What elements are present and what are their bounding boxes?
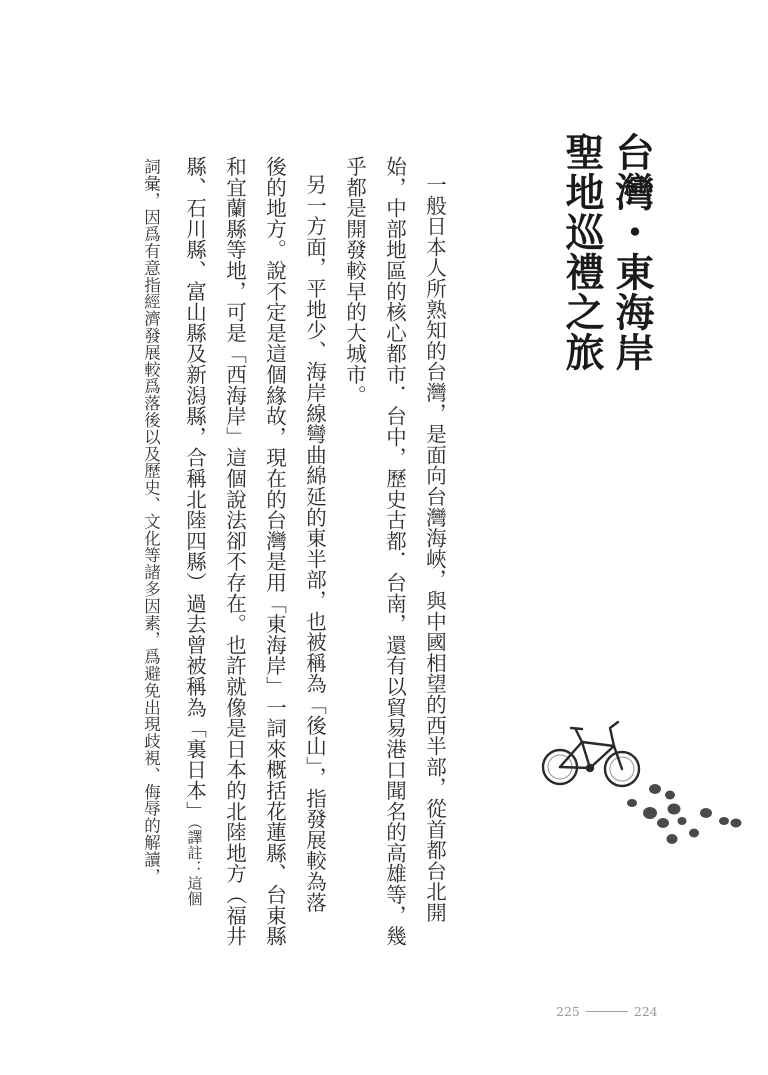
body-line: 後的地方。說不定是這個緣故，現在的台灣是用「東海岸」一詞來概括花蓮縣、台東縣 [262,156,287,947]
chapter-title-line-2: 聖地巡禮之旅 [559,132,604,372]
body-line: 始，中部地區的核心都市．台中，歷史古都．台南，還有以貿易港口聞名的高雄等，幾 [382,156,407,947]
translator-note-start: （譯註：這個 [185,821,204,906]
page-number-right: 224 [633,1004,658,1019]
pebbles-decoration [620,775,750,855]
body-line: 另一方面，平地少、海岸線彎曲綿延的東半部，也被稱為「後山」，指發展較為落 [302,174,327,913]
folio-divider [586,1011,628,1012]
body-line [184,156,205,906]
body-line: 和宜蘭縣等地，可是「西海岸」這個說法卻不存在。也許就像是日本的北陸地方（福井 [222,156,247,947]
body-line: 一般日本人所熟知的台灣，是面向台灣海峽，與中國相望的西半部，從首都台北開 [422,174,447,923]
body-line-text: 縣、石川縣、富山縣及新潟縣，合稱北陸四縣）過去曾被稱為「裏日本」 [182,156,207,822]
translator-note: 詞彙，因爲有意指經濟發展較爲落後以及歷史、文化等諸多因素，爲避免出現歧視、侮辱的解讀， [141,158,161,885]
page-folio [556,1004,658,1019]
page-number-left: 225 [556,1004,580,1019]
chapter-title-line-1: 台灣・東海岸 [609,132,654,372]
body-line: 乎都是開發較早的大城市。 [342,156,367,406]
